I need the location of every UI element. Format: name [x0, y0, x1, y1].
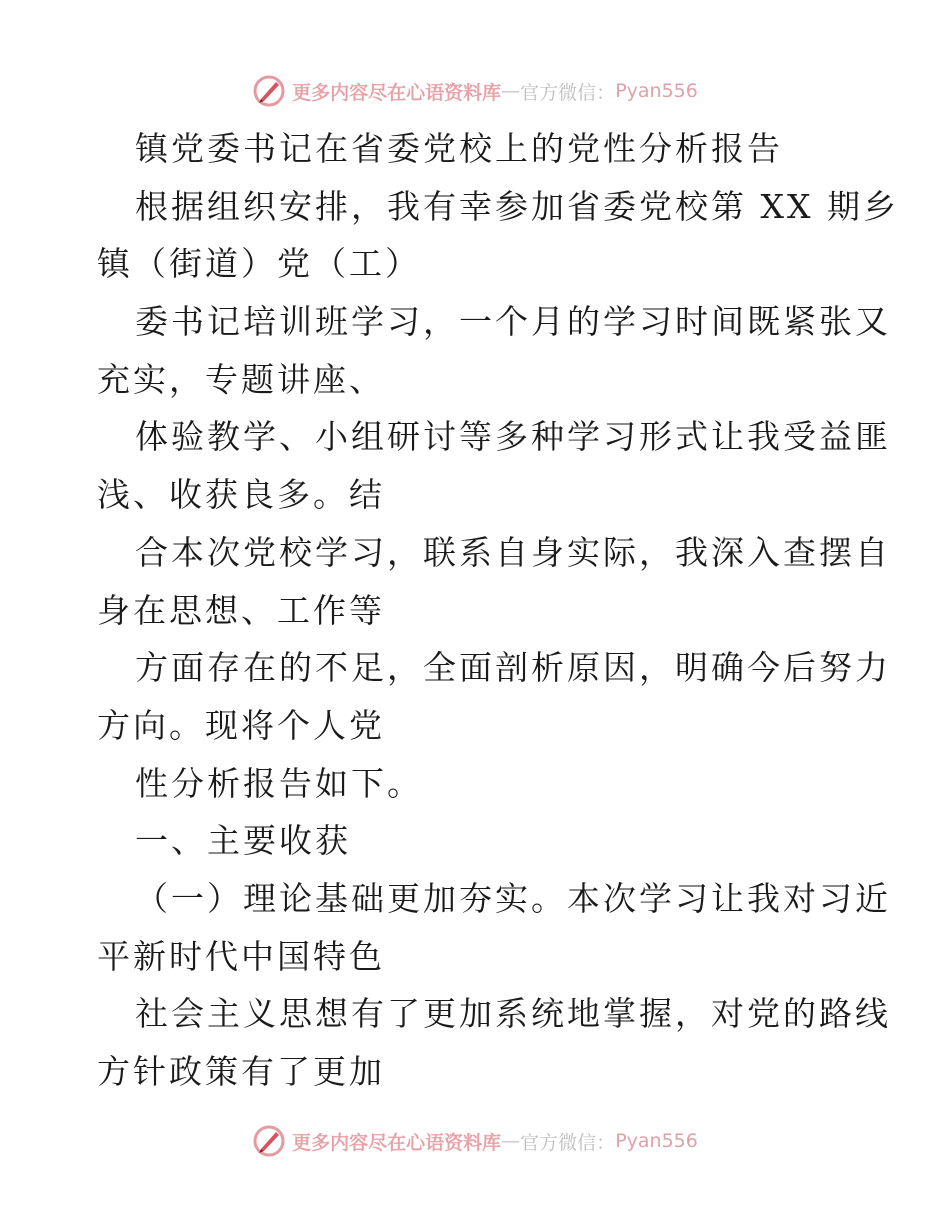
watermark-text: 更多内容尽在心语资料库	[292, 81, 502, 104]
text-line: 方面存在的不足，全面剖析原因，明确今后努力	[135, 648, 891, 688]
watermark-separator: —	[501, 1130, 521, 1152]
text-line: 平新时代中国特色	[97, 936, 385, 976]
pen-logo-icon	[252, 1124, 286, 1158]
watermark-separator: —	[501, 80, 521, 102]
pen-logo-icon	[252, 74, 286, 108]
watermark-footer	[0, 1121, 950, 1161]
text-line: 社会主义思想有了更加系统地掌握，对党的路线	[135, 994, 891, 1034]
text-line: 性分析报告如下。	[135, 763, 423, 803]
text-line: 合本次党校学习，联系自身实际，我深入查摆自	[135, 532, 891, 572]
watermark-wechat-label: 官方微信：	[520, 81, 616, 104]
text-line: 根据组织安排，我有幸参加省委党校第 XX 期乡	[135, 186, 899, 226]
text-line: 充实，专题讲座、	[97, 359, 385, 399]
document-body	[97, 120, 899, 1101]
text-line: 镇（街道）党（工）	[97, 244, 421, 284]
text-line: 一、主要收获	[135, 821, 351, 861]
watermark-text: 更多内容尽在心语资料库	[292, 1131, 502, 1154]
text-line: 方针政策有了更加	[97, 1052, 385, 1091]
text-line: （一）理论基础更加夯实。本次学习让我对习近	[135, 878, 891, 918]
text-line: 方向。现将个人党	[97, 705, 385, 745]
text-line: 体验教学、小组研讨等多种学习形式让我受益匪	[135, 417, 891, 457]
watermark-wechat-label: 官方微信：	[520, 1131, 616, 1154]
text-line: 浅、收获良多。结	[97, 475, 385, 515]
document-title: 镇党委书记在省委党校上的党性分析报告	[135, 129, 783, 168]
text-line: 身在思想、工作等	[97, 590, 385, 630]
watermark-wechat-id: Pyan556	[615, 1130, 698, 1152]
text-line: 委书记培训班学习，一个月的学习时间既紧张又	[135, 302, 891, 342]
watermark-header	[0, 71, 950, 111]
watermark-wechat-id: Pyan556	[615, 80, 698, 102]
